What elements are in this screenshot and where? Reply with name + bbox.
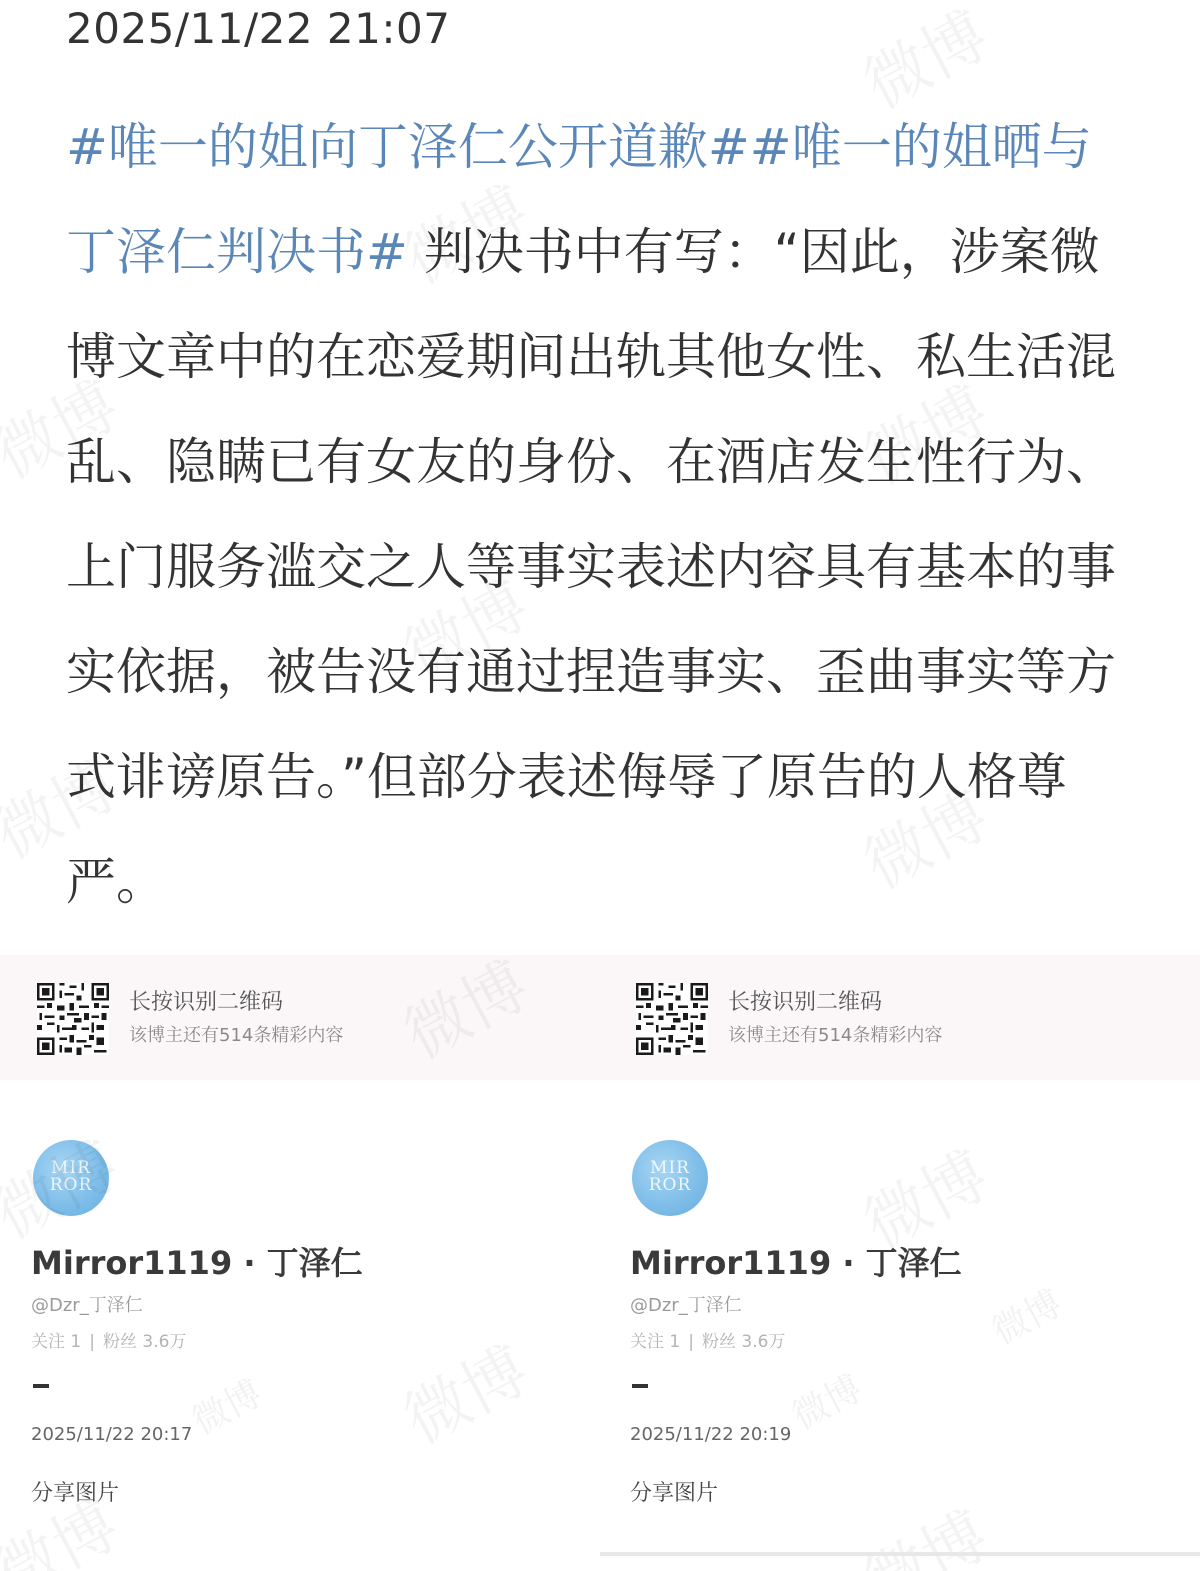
profile-handle: @Dzr_丁泽仁 [630, 1295, 742, 1316]
share-post-time: 2025/11/22 20:19 [630, 1424, 792, 1445]
avatar-text-top: MIR [51, 1158, 91, 1178]
qr-card-left[interactable] [37, 983, 597, 1055]
profile-stats [630, 1327, 785, 1352]
qr-card-title: 长按识别二维码 [728, 990, 883, 1015]
avatar[interactable] [632, 1140, 708, 1216]
weibo-watermark: 微博 [785, 1368, 869, 1439]
post-body-content: 判决书中有写：“因此，涉案微博文章中的在恋爱期间出轨其他女性、私生活混乱、隐瞒已有女友的身份、在酒店发生性行为、上门服务滥交之人等事实表述内容具有基本的事实依据，被告没有通过捏造事实、歪曲事实等方式诽谤原告。”但部分表述侮辱了原告的人格尊严。 [66, 223, 1116, 911]
share-post-time: 2025/11/22 20:17 [31, 1424, 193, 1445]
weibo-watermark: 微博 [985, 1283, 1069, 1354]
qr-card-subtitle: 该博主还有514条精彩内容 [129, 1025, 344, 1046]
avatar-text-top: MIR [650, 1158, 690, 1178]
hashtag-link-verdict[interactable]: #唯一的姐晒与丁泽仁判决书# [66, 118, 1092, 281]
fans-count[interactable]: 粉丝 3.6万 [102, 1332, 187, 1352]
qr-code-image [636, 983, 708, 1055]
avatar-text-bottom: ROR [648, 1175, 692, 1195]
dash-divider [632, 1384, 648, 1388]
post-timestamp: 2025/11/22 21:07 [66, 4, 451, 53]
profile-handle: @Dzr_丁泽仁 [31, 1295, 143, 1316]
dash-divider [33, 1384, 49, 1388]
share-label: 分享图片 [630, 1481, 719, 1506]
avatar[interactable] [33, 1140, 109, 1216]
profile-card-right [630, 1138, 1190, 1518]
weibo-watermark: 微博 [185, 1373, 269, 1444]
qr-code-image [37, 983, 109, 1055]
stats-separator: | [89, 1332, 95, 1352]
qr-promo-band [0, 955, 1200, 1080]
follow-count[interactable]: 关注 1 [630, 1332, 681, 1352]
share-label: 分享图片 [31, 1481, 120, 1506]
qr-card-title: 长按识别二维码 [129, 990, 284, 1015]
profile-name[interactable]: Mirror1119 · 丁泽仁 [31, 1244, 363, 1282]
qr-card-subtitle: 该博主还有514条精彩内容 [728, 1025, 943, 1046]
follow-count[interactable]: 关注 1 [31, 1332, 82, 1352]
stats-separator: | [688, 1332, 694, 1352]
profile-card-left [31, 1138, 591, 1518]
profile-stats [31, 1327, 186, 1352]
post-body-text [66, 95, 1141, 935]
fans-count[interactable]: 粉丝 3.6万 [701, 1332, 786, 1352]
avatar-text-bottom: ROR [49, 1175, 93, 1195]
profile-name[interactable]: Mirror1119 · 丁泽仁 [630, 1244, 962, 1282]
hashtag-link-apology[interactable]: #唯一的姐向丁泽仁公开道歉# [66, 118, 750, 176]
qr-card-right[interactable] [636, 983, 1196, 1055]
bottom-divider [600, 1552, 1200, 1556]
